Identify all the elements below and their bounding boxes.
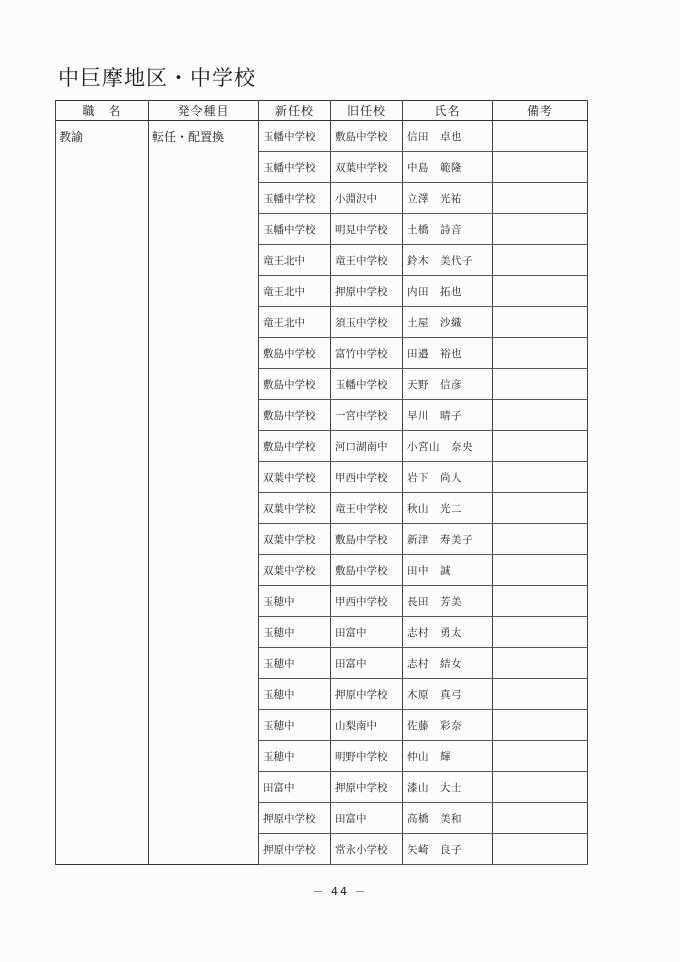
old-school-cell: 敷島中学校 [331, 121, 403, 152]
old-school-cell: 竜王中学校 [331, 245, 403, 276]
old-school-cell: 甲西中学校 [331, 462, 403, 493]
old-school-cell: 敷島中学校 [331, 524, 403, 555]
remarks-cell [493, 834, 588, 865]
old-school-cell: 明見中学校 [331, 214, 403, 245]
personnel-table [55, 100, 588, 865]
remarks-cell [493, 555, 588, 586]
name-cell: 新津 寿美子 [403, 524, 493, 555]
old-school-cell: 敷島中学校 [331, 555, 403, 586]
old-school-cell: 押原中学校 [331, 772, 403, 803]
old-school-cell: 双葉中学校 [331, 152, 403, 183]
old-school-cell: 田富中 [331, 803, 403, 834]
name-cell: 鈴木 美代子 [403, 245, 493, 276]
new-school-cell: 竜王北中 [259, 307, 331, 338]
new-school-cell: 田富中 [259, 772, 331, 803]
remarks-cell [493, 586, 588, 617]
new-school-cell: 敷島中学校 [259, 400, 331, 431]
remarks-cell [493, 369, 588, 400]
remarks-cell [493, 431, 588, 462]
new-school-cell: 玉穂中 [259, 586, 331, 617]
name-cell: 矢崎 良子 [403, 834, 493, 865]
old-school-cell: 山梨南中 [331, 710, 403, 741]
old-school-cell: 甲西中学校 [331, 586, 403, 617]
remarks-cell [493, 214, 588, 245]
name-cell: 土屋 沙織 [403, 307, 493, 338]
column-header-remarks: 備考 [493, 101, 588, 121]
remarks-cell [493, 307, 588, 338]
name-cell: 佐藤 彩奈 [403, 710, 493, 741]
page-title: 中巨摩地区・中学校 [58, 66, 256, 90]
remarks-cell [493, 245, 588, 276]
new-school-cell: 双葉中学校 [259, 493, 331, 524]
column-header-old-school: 旧任校 [331, 101, 403, 121]
name-cell: 高橋 美和 [403, 803, 493, 834]
old-school-cell: 押原中学校 [331, 679, 403, 710]
old-school-cell: 玉幡中学校 [331, 369, 403, 400]
name-cell: 仲山 輝 [403, 741, 493, 772]
old-school-cell: 明野中学校 [331, 741, 403, 772]
new-school-cell: 玉穂中 [259, 741, 331, 772]
table-row [56, 121, 588, 152]
name-cell: 志村 勇太 [403, 617, 493, 648]
column-header-position: 職 名 [56, 101, 149, 121]
new-school-cell: 竜王北中 [259, 245, 331, 276]
name-cell: 中島 範隆 [403, 152, 493, 183]
old-school-cell: 富竹中学校 [331, 338, 403, 369]
remarks-cell [493, 741, 588, 772]
table-header-row [56, 101, 588, 121]
remarks-cell [493, 648, 588, 679]
name-cell: 天野 信彦 [403, 369, 493, 400]
name-cell: 田邉 裕也 [403, 338, 493, 369]
remarks-cell [493, 462, 588, 493]
new-school-cell: 敷島中学校 [259, 338, 331, 369]
new-school-cell: 玉穂中 [259, 648, 331, 679]
remarks-cell [493, 152, 588, 183]
old-school-cell: 押原中学校 [331, 276, 403, 307]
name-cell: 岩下 尚人 [403, 462, 493, 493]
order-type-cell: 転任・配置換 [149, 121, 259, 865]
name-cell: 田中 誠 [403, 555, 493, 586]
old-school-cell: 常永小学校 [331, 834, 403, 865]
remarks-cell [493, 617, 588, 648]
new-school-cell: 押原中学校 [259, 834, 331, 865]
column-header-order-type: 発令種目 [149, 101, 259, 121]
column-header-new-school: 新任校 [259, 101, 331, 121]
table-body [56, 121, 588, 865]
page-number: － 44 － [312, 885, 368, 898]
new-school-cell: 敷島中学校 [259, 431, 331, 462]
remarks-cell [493, 276, 588, 307]
name-cell: 木原 真弓 [403, 679, 493, 710]
name-cell: 土橋 詩音 [403, 214, 493, 245]
new-school-cell: 双葉中学校 [259, 524, 331, 555]
new-school-cell: 玉穂中 [259, 679, 331, 710]
remarks-cell [493, 338, 588, 369]
new-school-cell: 玉穂中 [259, 710, 331, 741]
old-school-cell: 須玉中学校 [331, 307, 403, 338]
new-school-cell: 押原中学校 [259, 803, 331, 834]
old-school-cell: 竜王中学校 [331, 493, 403, 524]
remarks-cell [493, 772, 588, 803]
new-school-cell: 玉幡中学校 [259, 214, 331, 245]
old-school-cell: 一宮中学校 [331, 400, 403, 431]
new-school-cell: 玉幡中学校 [259, 152, 331, 183]
name-cell: 漆山 大士 [403, 772, 493, 803]
name-cell: 長田 芳美 [403, 586, 493, 617]
new-school-cell: 双葉中学校 [259, 462, 331, 493]
new-school-cell: 玉穂中 [259, 617, 331, 648]
remarks-cell [493, 493, 588, 524]
new-school-cell: 双葉中学校 [259, 555, 331, 586]
name-cell: 小宮山 奈央 [403, 431, 493, 462]
old-school-cell: 小淵沢中 [331, 183, 403, 214]
old-school-cell: 田富中 [331, 648, 403, 679]
position-cell: 教諭 [56, 121, 149, 865]
remarks-cell [493, 679, 588, 710]
remarks-cell [493, 400, 588, 431]
remarks-cell [493, 183, 588, 214]
remarks-cell [493, 524, 588, 555]
remarks-cell [493, 121, 588, 152]
name-cell: 信田 卓也 [403, 121, 493, 152]
name-cell: 早川 晴子 [403, 400, 493, 431]
name-cell: 志村 結女 [403, 648, 493, 679]
new-school-cell: 竜王北中 [259, 276, 331, 307]
new-school-cell: 玉幡中学校 [259, 121, 331, 152]
name-cell: 立澤 光祐 [403, 183, 493, 214]
name-cell: 秋山 光二 [403, 493, 493, 524]
column-header-name: 氏名 [403, 101, 493, 121]
old-school-cell: 田富中 [331, 617, 403, 648]
remarks-cell [493, 803, 588, 834]
name-cell: 内田 拓也 [403, 276, 493, 307]
new-school-cell: 玉幡中学校 [259, 183, 331, 214]
old-school-cell: 河口湖南中 [331, 431, 403, 462]
new-school-cell: 敷島中学校 [259, 369, 331, 400]
remarks-cell [493, 710, 588, 741]
